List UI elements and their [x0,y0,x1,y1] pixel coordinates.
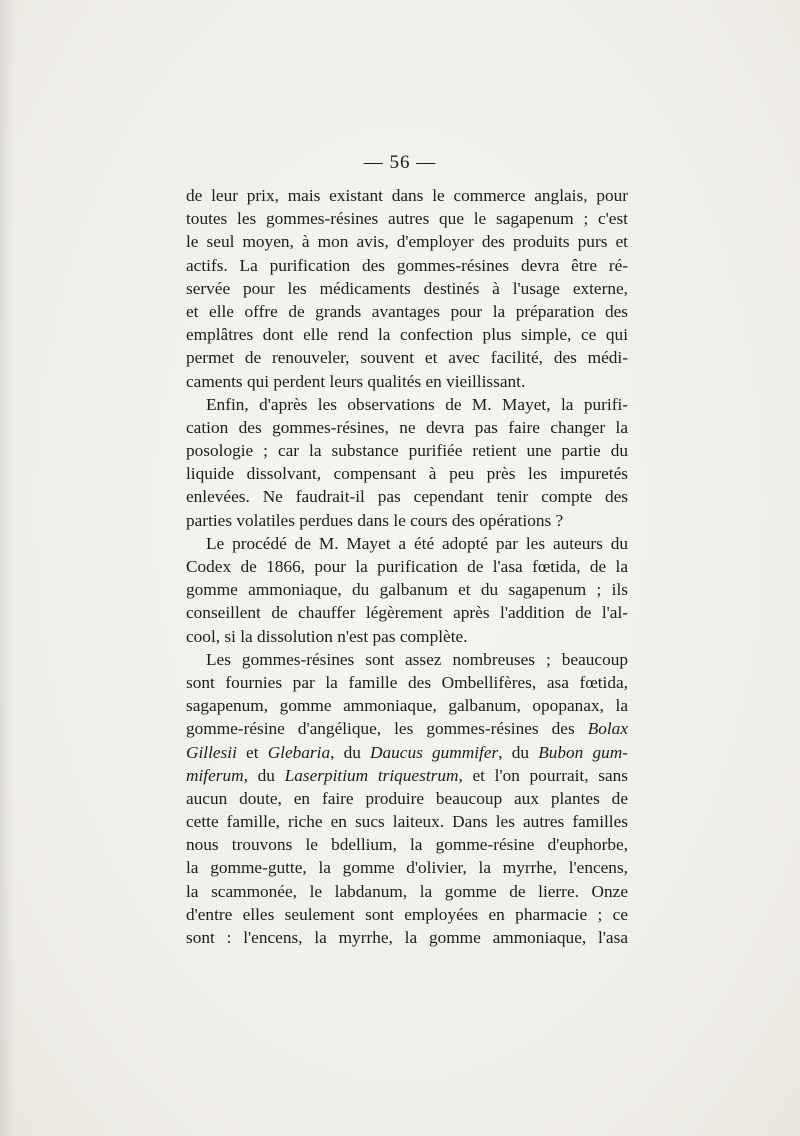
text-line: la scammonée, le labdanum, la gomme de lierre. Onze [186,881,628,901]
text-line: gomme-résine d'angélique, les gommes-résines des Bolax [186,719,628,739]
text-line: cool, si la dissolution n'est pas complète. [186,626,468,646]
text-line: conseillent de chauffer légèrement après l'addition de l'al- [186,603,628,623]
text-line: actifs. La purification des gommes-résines devra être ré- [186,255,628,275]
page-number: — 56 — [363,152,437,173]
text-line: le seul moyen, à mon avis, d'employer des produits purs et [186,232,628,252]
text-line: la gomme-gutte, la gomme d'olivier, la myrrhe, l'encens, [186,858,628,878]
text-line: enlevées. Ne faudrait-il pas cependant tenir compte des [186,487,628,507]
text-line: de leur prix, mais existant dans le commerce anglais, pour [186,186,628,205]
text-line: toutes les gommes-résines autres que le sagapenum ; c'est [186,209,628,229]
text-line: Gillesii et Glebaria, du Daucus gummifer, du Bubon gum- [186,742,628,762]
text-line: permet de renouveler, souvent et avec facilité, des médi- [186,348,628,368]
text-line: miferum, du Laserpitium triquestrum, et l'on pourrait, sans [186,765,629,785]
text-line: Les gommes-résines sont assez nombreuses ; beaucoup [206,649,628,669]
text-line: liquide dissolvant, compensant à peu près les impuretés [186,464,628,484]
text-line: nous trouvons le bdellium, la gomme-résine d'euphorbe, [186,835,628,855]
text-line: caments qui perdent leurs qualités en vieillissant. [186,371,526,391]
text-line: posologie ; car la substance purifiée retient une partie du [186,441,628,461]
text-line: sont fournies par la famille des Ombellifères, asa fœtida, [186,672,628,692]
text-line: aucun doute, en faire produire beaucoup aux plantes de [186,788,628,808]
text-line: sagapenum, gomme ammoniaque, galbanum, opopanax, la [186,696,628,716]
text-line: gomme ammoniaque, du galbanum et du sagapenum ; ils [186,580,628,600]
text-line: sont : l'encens, la myrrhe, la gomme ammoniaque, l'asa [186,928,628,947]
text-line: Enfin, d'après les observations de M. Mayet, la purifi- [206,394,628,414]
body-text [186,184,628,949]
text-line: emplâtres dont elle rend la confection plus simple, ce qui [186,325,628,345]
text-line: parties volatiles perdues dans le cours des opérations ? [186,510,564,530]
text-line: et elle offre de grands avantages pour la préparation des [186,301,628,321]
text-line: d'entre elles seulement sont employées en pharmacie ; ce [186,904,628,924]
text-line: cation des gommes-résines, ne devra pas faire changer la [186,417,628,437]
text-line: Codex de 1866, pour la purification de l'asa fœtida, de la [186,557,628,576]
text-line: servée pour les médicaments destinés à l'usage externe, [186,278,628,298]
text-line: Le procédé de M. Mayet a été adopté par les auteurs du [206,533,628,553]
text-line: cette famille, riche en sucs laiteux. Dans les autres familles [186,812,628,832]
